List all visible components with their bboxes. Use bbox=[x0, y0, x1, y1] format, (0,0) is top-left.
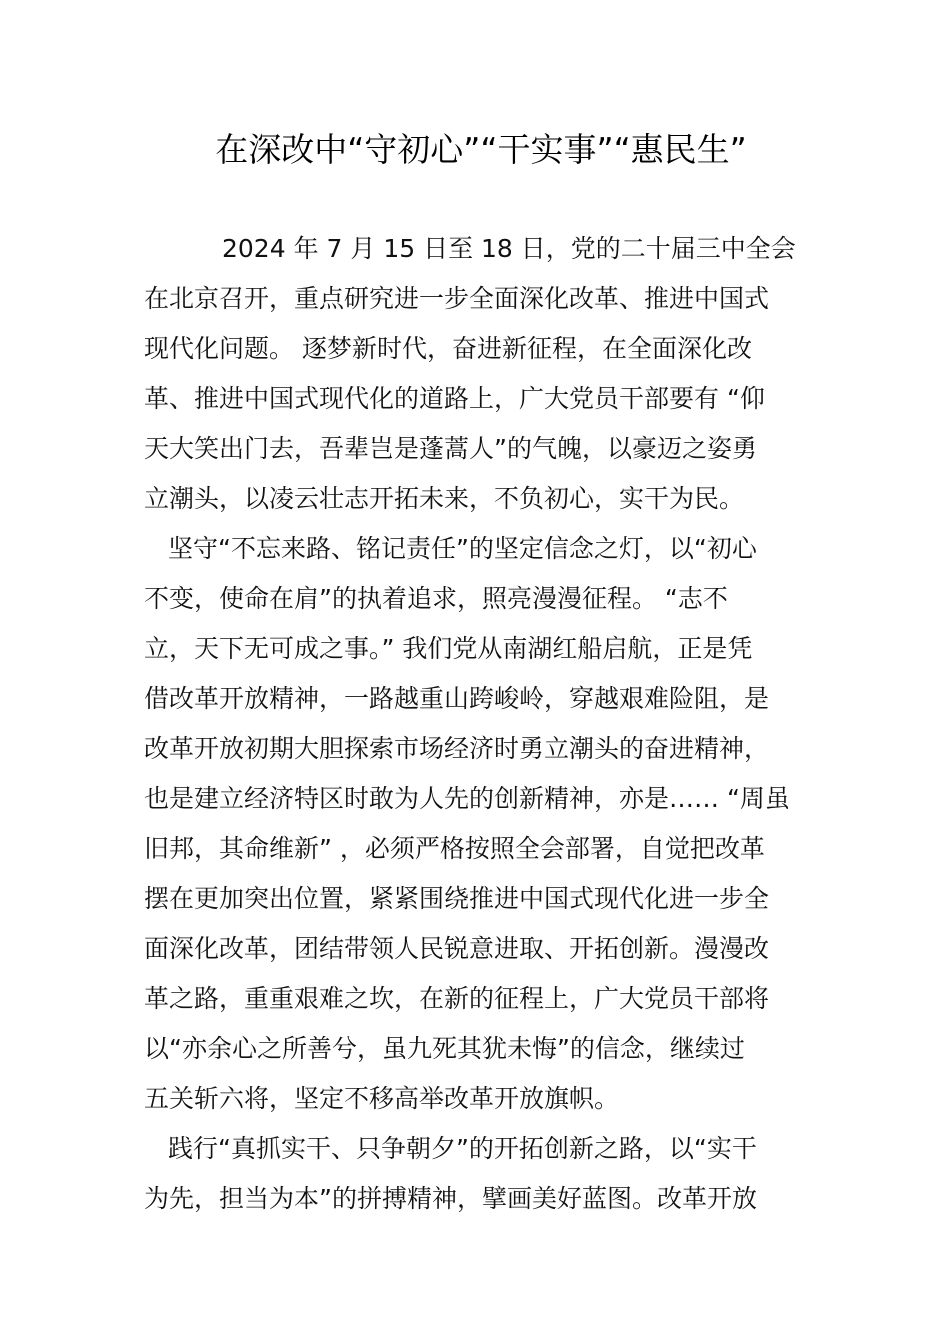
paragraph-1-line-1: 2024 年 7 月 15 日至 18 日，党的二十届三中全会 bbox=[222, 234, 796, 263]
paragraph-1-line-4: 革、推进中国式现代化的道路上，广大党员干部要有 “仰 bbox=[144, 384, 765, 413]
paragraph-2-line-10: 革之路，重重艰难之坎，在新的征程上，广大党员干部将 bbox=[144, 984, 770, 1013]
paragraph-3-line-1: 践行“真抓实干、只争朝夕”的开拓创新之路，以“实干 bbox=[168, 1134, 757, 1163]
document-title: 在深改中“守初心”“干实事”“惠民生” bbox=[215, 130, 747, 169]
paragraph-1-line-2: 在北京召开，重点研究进一步全面深化改革、推进中国式 bbox=[144, 284, 770, 313]
paragraph-2-line-5: 改革开放初期大胆探索市场经济时勇立潮头的奋进精神， bbox=[144, 734, 770, 763]
paragraph-2-line-2: 不变，使命在肩”的执着追求，照亮漫漫征程。 “志不 bbox=[144, 584, 728, 613]
paragraph-1-line-5: 天大笑出门去，吾辈岂是蓬蒿人”的气魄，以豪迈之姿勇 bbox=[144, 434, 757, 463]
paragraph-2-line-7: 旧邦，其命维新” ，必须严格按照全会部署，自觉把改革 bbox=[144, 834, 765, 863]
paragraph-2-line-9: 面深化改革，团结带领人民锐意进取、开拓创新。漫漫改 bbox=[144, 934, 770, 963]
paragraph-2-line-6: 也是建立经济特区时敢为人先的创新精神，亦是…… “周虽 bbox=[144, 784, 790, 813]
paragraph-2-line-4: 借改革开放精神，一路越重山跨峻岭，穿越艰难险阻，是 bbox=[144, 684, 770, 713]
paragraph-2-line-1: 坚守“不忘来路、铭记责任”的坚定信念之灯，以“初心 bbox=[168, 534, 757, 563]
paragraph-1-line-6: 立潮头，以凌云壮志开拓未来，不负初心，实干为民。 bbox=[144, 484, 745, 513]
paragraph-2-line-8: 摆在更加突出位置，紧紧围绕推进中国式现代化进一步全 bbox=[144, 884, 770, 913]
paragraph-2-line-12: 五关斩六将，坚定不移高举改革开放旗帜。 bbox=[144, 1084, 620, 1113]
paragraph-2-line-11: 以“亦余心之所善兮，虽九死其犹未悔”的信念，继续过 bbox=[144, 1034, 745, 1063]
paragraph-2-line-3: 立，天下无可成之事。” 我们党从南湖红船启航，正是凭 bbox=[144, 634, 753, 663]
paragraph-1-line-3: 现代化问题。 逐梦新时代，奋进新征程，在全面深化改 bbox=[144, 334, 752, 363]
paragraph-3-line-2: 为先，担当为本”的拼搏精神，擘画美好蓝图。改革开放 bbox=[144, 1184, 757, 1213]
